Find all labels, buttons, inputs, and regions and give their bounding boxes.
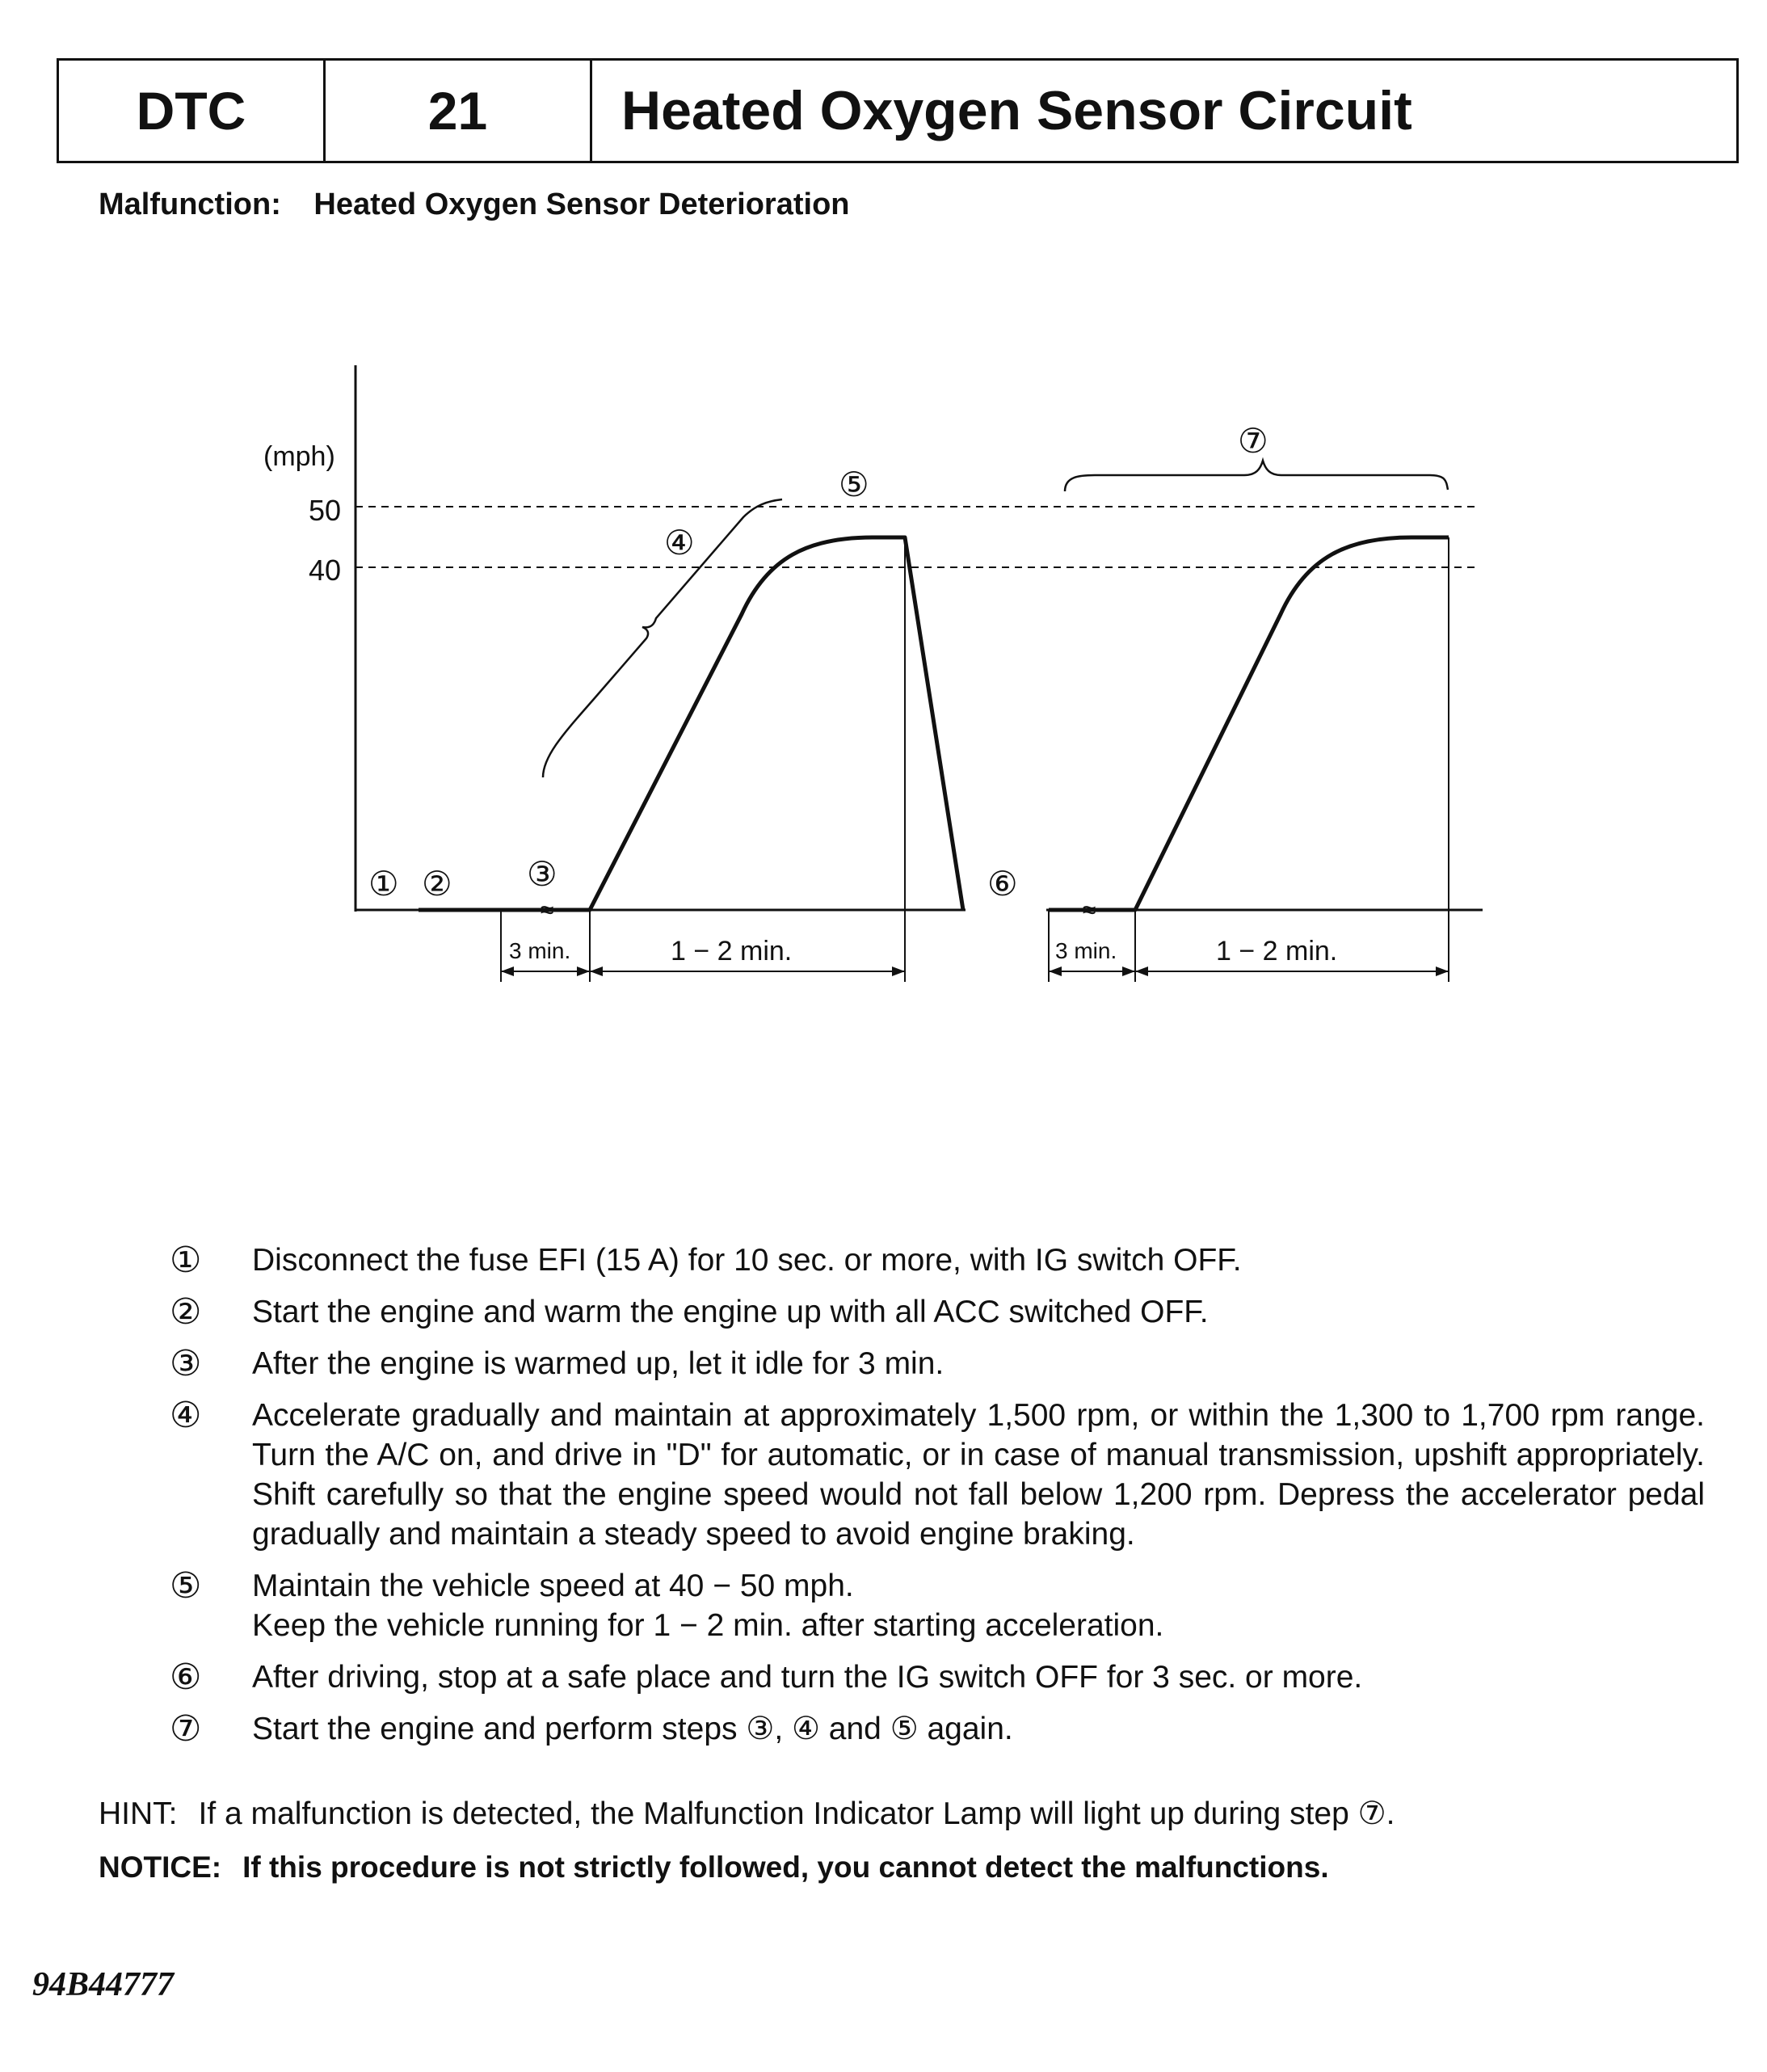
step-text: Start the engine and perform steps ③, ④ and ⑤ again. — [252, 1712, 1013, 1746]
interval-1-2min-2: 1 − 2 min. — [1216, 936, 1338, 967]
marker-step-2: ② — [422, 865, 452, 903]
step-number: ② — [170, 1292, 202, 1332]
malfunction-label: Malfunction: — [99, 187, 281, 221]
step-number: ① — [170, 1240, 202, 1280]
hint-line — [99, 1796, 1395, 1832]
dtc-number: 21 — [326, 61, 592, 161]
interval-3min-2: 3 min. — [1055, 938, 1117, 963]
procedure-steps — [170, 1240, 1705, 1761]
hint-label: HINT: — [99, 1796, 178, 1831]
step-number: ④ — [170, 1396, 202, 1435]
break-mark-2: ≈ — [1083, 897, 1096, 924]
dtc-title: Heated Oxygen Sensor Circuit — [621, 80, 1412, 141]
break-mark-1: ≈ — [541, 897, 554, 924]
step-item — [170, 1240, 1705, 1280]
step7-brace — [1065, 461, 1448, 491]
speed-profile-2 — [1049, 537, 1449, 910]
step-item — [170, 1396, 1705, 1554]
marker-step-7: ⑦ — [1238, 422, 1268, 460]
figure-number: 94B44777 — [32, 1966, 175, 2003]
y-tick-40: 40 — [309, 554, 342, 587]
marker-step-4: ④ — [664, 524, 695, 562]
interval-3min-1: 3 min. — [509, 938, 571, 963]
y-tick-50: 50 — [309, 494, 342, 527]
speed-profile-1 — [419, 537, 963, 910]
hint-text: If a malfunction is detected, the Malfunction Indicator Lamp will light up during step ⑦. — [198, 1796, 1395, 1831]
step-number: ③ — [170, 1344, 202, 1383]
step-text: After the engine is warmed up, let it idle for 3 min. — [252, 1346, 945, 1381]
interval-1-2min-1: 1 − 2 min. — [671, 936, 793, 967]
malfunction-text: Heated Oxygen Sensor Deterioration — [313, 187, 850, 221]
notice-label: NOTICE: — [99, 1851, 222, 1884]
step4-leader — [543, 499, 782, 777]
marker-step-1: ① — [368, 865, 399, 903]
notice-text: If this procedure is not strictly followed, you cannot detect the malfunctions. — [242, 1851, 1329, 1884]
notice-line — [99, 1851, 1329, 1885]
step-text: Keep the vehicle running for 1 − 2 min. after starting acceleration. — [252, 1608, 1164, 1643]
step-text: After driving, stop at a safe place and turn the IG switch OFF for 3 sec. or more. — [252, 1660, 1363, 1695]
step-text: Start the engine and warm the engine up with all ACC switched OFF. — [252, 1295, 1209, 1329]
step-item — [170, 1709, 1705, 1749]
marker-step-3: ③ — [527, 855, 557, 893]
step-item — [170, 1657, 1705, 1697]
step-item — [170, 1344, 1705, 1383]
step-text: Accelerate gradually and maintain at approximately 1,500 rpm, or within the 1,300 to 1,700 rpm range. Turn the A/C on, and drive in "D" for automatic, or in case of manual transmission, upshift appropriately. Shift carefully so that the engine speed would not fall below 1,200 rpm. Depress the accelerator pedal gradually and maintain a steady speed to avoid engine braking. — [252, 1398, 1705, 1552]
step-text: Disconnect the fuse EFI (15 A) for 10 sec. or more, with IG switch OFF. — [252, 1243, 1242, 1278]
marker-step-5: ⑤ — [839, 465, 869, 503]
step-number: ⑥ — [170, 1657, 202, 1697]
marker-step-6: ⑥ — [987, 865, 1018, 903]
step-number: ⑤ — [170, 1566, 202, 1606]
step-item — [170, 1566, 1705, 1645]
step-item — [170, 1292, 1705, 1332]
step-text: Maintain the vehicle speed at 40 − 50 mph. — [252, 1569, 854, 1603]
step-number: ⑦ — [170, 1709, 202, 1749]
dtc-label: DTC — [59, 61, 326, 161]
unit-label: (mph) — [263, 441, 335, 472]
